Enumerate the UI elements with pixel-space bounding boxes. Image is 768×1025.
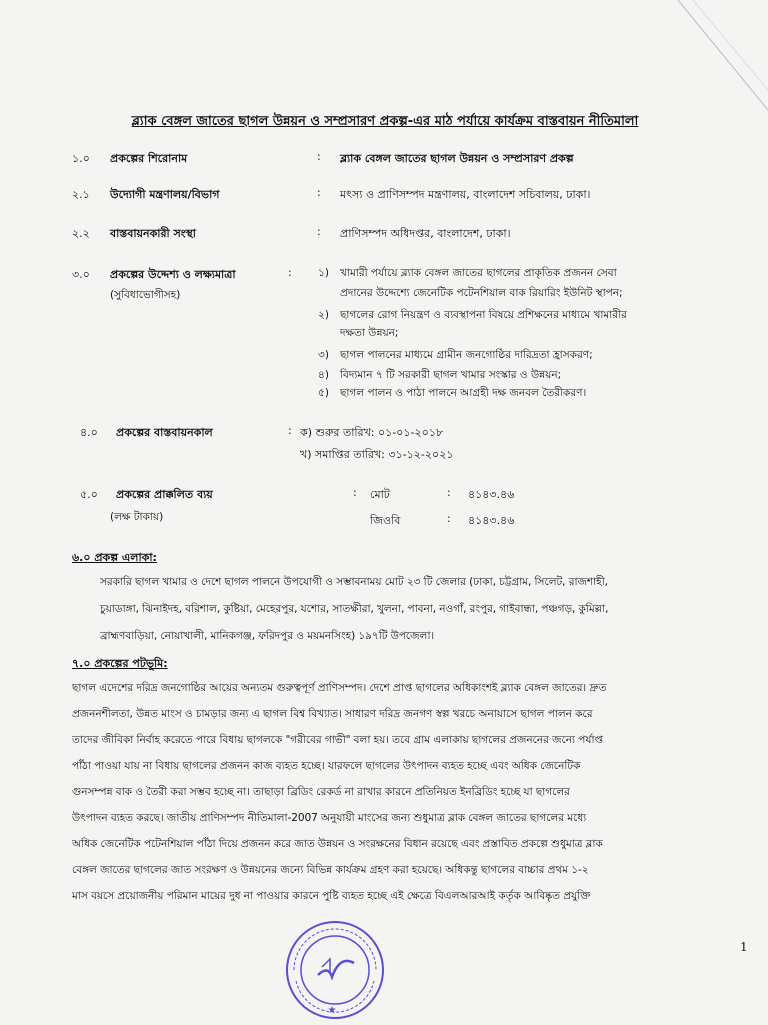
background-paragraph-line: উৎপাদন ব্যহত করছে। জাতীয় প্রাণিসম্পদ নীতিমালা-2007 অনুযায়ী মাংসের জন্য শুধুমাত্র ব্লাক বেঙ্গল জাতের ছাগলের মধ্যে [72,812,587,824]
item-label: প্রকল্পের উদ্দেশ্য ও লক্ষ্যমাত্রা [110,268,236,281]
cost-name: মোট [370,488,390,501]
cost-colon: : [353,486,357,499]
objective-text: দক্ষতা উন্নয়ন; [340,327,399,339]
background-paragraph-line: গুনসম্পন্ন বাক ও তৈরী করা সম্ভব হচ্ছে না। তাছাড়া ব্রিডিং রেকর্ড না রাখার কারনে প্রতিনিয়ত ইনব্রিডিং হচ্ছে যা ছাগলের [72,786,570,798]
item-sublabel: (লক্ষ টাকায়) [110,511,164,523]
background-paragraph-line: মাস বয়সে প্রয়োজনীয় পরিমান মায়ের দুধ না পাওয়ার কারনে পুষ্টি ব্যহত হচ্ছে এই ক্ষেত্রে বিএলআরআই কর্তৃক আবিষ্কৃত প্রযুক্তি [72,890,591,902]
page-number: 1 [740,940,748,954]
official-seal-stamp [280,915,390,1025]
cost-colon: : [447,512,451,525]
section-heading-background: ৭.০ প্রকল্পের পটভূমি: [72,657,168,670]
item-number: ৪.০ [80,426,98,439]
area-paragraph-line: সরকারি ছাগল খামার ও দেশে ছাগল পালনে উপযোগী ও সম্ভাবনাময় মোট ২৩ টি জেলার (ঢাকা, চট্টগ্রাম, সিলেট, রাজশাহী, [100,576,608,588]
item-number: ১.০ [72,152,90,165]
item-label: প্রকল্পের বাস্তবায়নকাল [116,426,213,439]
item-colon: : [317,150,321,163]
section-heading-area: ৬.০ প্রকল্প এলাকা: [72,551,157,564]
item-value: প্রাণিসম্পদ অধিদপ্তর, বাংলাদেশ, ঢাকা। [340,227,511,240]
item-label: বাস্তবায়নকারী সংস্থা [110,227,196,240]
item-number: ২.১ [72,188,90,201]
objective-number: ১) [318,267,329,279]
objective-text: ছাগল পালনের মাধ্যমে গ্রামীন জনগোষ্ঠির দারিদ্রতা হ্রাসকরণ; [340,349,593,361]
cost-name: জিওবি [370,514,401,527]
area-paragraph-line: চুয়াডাঙ্গা, ঝিনাইদহ, বরিশাল, কুষ্টিয়া, মেহেরপুর, যশোর, সাতক্ষীরা, খুলনা, পাবনা, নওগাঁ, রংপুর, গাইবান্ধা, পঞ্চগড়, কুমিল্লা, [100,603,609,615]
background-paragraph-line: প্রজননশীলতা, উন্নত মাংস ও চামড়ার জন্য এ ছাগল বিশ্ব বিখ্যাত। সাধারণ দরিদ্র জনগণ স্বল্প খরচে অনায়াসে ছাগল পালন করে [72,708,593,720]
item-value: মৎস্য ও প্রাণিসম্পদ মন্ত্রণালয়, বাংলাদেশ সচিবালয়, ঢাকা। [340,188,591,201]
cost-colon: : [447,486,451,499]
item-colon: : [288,266,292,279]
background-paragraph-line: তাদের জীবিকা নির্বাহ করেতে পারে বিধায় ছাগলকে "গরীবের গাভী" বলা হয়। তবে গ্রাম এলাকায় ছাগলের প্রজননের জন্যে পর্যাপ্ত [72,734,604,746]
cost-amount: ৪১৪৩.৪৬ [468,514,515,527]
background-paragraph-line: অধিক জেনেটিক পটেনশিয়াল পাঁঠা দিয়ে প্রজনন করে জাত উন্নয়ন ও সংরক্ষনের বিধান রয়েছে এবং প্রস্তাবিত প্রকল্পে শুধুমাত্র ব্লাক [72,838,603,850]
start-date: ক) শুরুর তারিখ: ০১-০১-২০১৮ [300,426,444,439]
item-label: প্রকল্পের শিরোনাম [110,152,188,165]
objective-number: ৫) [318,387,329,399]
background-paragraph-line: পাঁঠা পাওয়া যায় না বিধায় ছাগলের প্রজনন কাজ ব্যহত হচ্ছে। যারফলে ছাগলের উৎপাদন ব্যহত হচ্ছে এবং অধিক জেনেটিক [72,760,581,772]
end-date: খ) সমাপ্তির তারিখ: ৩১-১২-২০২১ [300,448,454,461]
item-number: ৫.০ [80,488,98,501]
background-paragraph-line: বেঙ্গল জাতের ছাগলের জাত সংরক্ষণ ও উন্নয়নের জন্যে বিভিন্ন কার্যক্রম গ্রহণ করা হয়েছে। অধিকন্তু ছাগলের বাচ্চার প্রথম ১-২ [72,864,589,876]
area-paragraph-line: ব্রাহ্মণবাড়িয়া, নোয়াখালী, মানিকগঞ্জ, ফরিদপুর ও ময়মনসিংহ) ১৯৭টি উপজেলা। [100,630,435,642]
page-corner-fold [618,0,768,120]
item-label: উদ্যোগী মন্ত্রণালয়/বিভাগ [110,188,220,201]
svg-text:★: ★ [327,1005,337,1016]
objective-text: খামারী পর্যায়ে ব্ল্যাক বেঙ্গল জাতের ছাগলের প্রাকৃতিক প্রজনন সেবা [340,267,617,279]
item-label: প্রকল্পের প্রাক্কলিত ব্যয় [116,488,213,501]
objective-number: ৩) [318,349,329,361]
objective-number: ২) [318,309,329,321]
objective-number: ৪) [318,369,329,381]
item-sublabel: (সুবিধাভোগীসহ) [110,289,181,301]
item-number: ৩.০ [72,268,90,281]
objective-text: বিদ্যমান ৭ টি সরকারী ছাগল খামার সংস্কার ও উন্নয়ন; [340,369,562,381]
item-number: ২.২ [72,227,90,240]
item-colon: : [288,424,292,437]
objective-text: ছাগল পালন ও পাঠা পালনে আগ্রহী দক্ষ জনবল তৈরীকরণ। [340,387,587,399]
item-value: ব্ল্যাক বেঙ্গল জাতের ছাগল উন্নয়ন ও সম্প্রসারণ প্রকল্প [340,152,574,165]
objective-text: প্রদানের উদ্দেশ্যে জেনেটিক পটেনশিয়াল বাক রিয়ারিং ইউনিট স্থাপন; [340,287,623,299]
cost-amount: ৪১৪৩.৪৬ [468,488,515,501]
item-colon: : [317,186,321,199]
document-title: ব্ল্যাক বেঙ্গল জাতের ছাগল উন্নয়ন ও সম্প্রসারণ প্রকল্প-এর মাঠ পর্যায়ে কার্যক্রম বাস্তবায়ন নীতিমালা [131,114,639,129]
item-colon: : [317,225,321,238]
background-paragraph-line: ছাগল এদেশের দরিদ্র জনগোষ্ঠির আয়ের অন্যতম গুরুত্বপূর্ণ প্রাণিসম্পদ। দেশে প্রাপ্ত ছাগলের অধিকাংশই ব্ল্যাক বেঙ্গল জাতের। দ্রুত [72,682,607,694]
objective-text: ছাগলের রোগ নিয়ন্ত্রণ ও ব্যবস্থাপনা বিষয়ে প্রশিক্ষনের মাধ্যমে খামারীর [340,309,627,321]
